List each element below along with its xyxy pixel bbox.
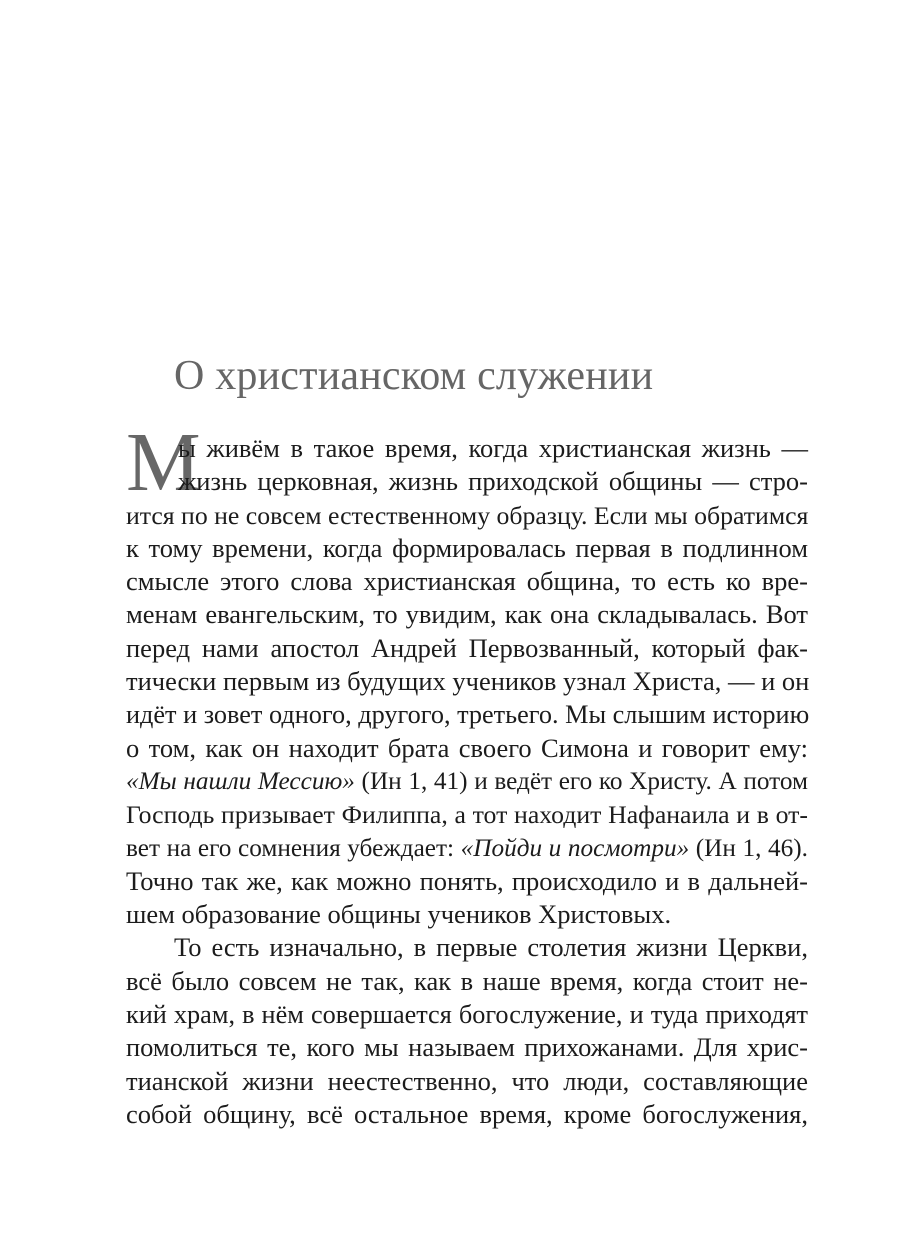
text-line: кий храм, в нём совершается богослужение, и туда приходят — [126, 1000, 808, 1030]
text-line — [126, 765, 808, 798]
text-line: о том, как он находит брата своего Симона и говорит ему: — [126, 732, 808, 763]
text-line: жизнь церковная, жизнь приходской общины — стро- — [178, 466, 808, 497]
text-line: тически первым из будущих учеников узнал Христа, — и он — [126, 666, 810, 697]
text-line — [126, 832, 808, 865]
text-span: вет на его сомнения убеждает: — [126, 833, 461, 862]
paragraph-1 — [126, 432, 808, 931]
scripture-quote: «Пойди и посмотри» — [460, 833, 690, 862]
text-line: шем образование общины учеников Христовых. — [126, 899, 672, 930]
text-line: к тому времени, когда формировалась первая в подлинном — [126, 532, 808, 563]
text-line: тианской жизни неестественно, что люди, составляющие — [126, 1065, 808, 1096]
scripture-quote: «Мы нашли Мессию» — [126, 766, 355, 795]
chapter-title: О христианском служении — [174, 353, 654, 399]
text-line: ится по не совсем естественному образцу. Если мы обратимся — [126, 500, 809, 530]
text-line: смысле этого слова христианская община, то есть ко вре- — [126, 566, 808, 597]
text-line: Господь призывает Филиппа, а тот находит Нафанаила и в от- — [126, 800, 808, 830]
drop-cap: М — [126, 416, 201, 509]
chapter-body — [126, 432, 808, 1131]
text-line: помолиться те, кого мы называем прихожанами. Для хрис- — [126, 1032, 808, 1063]
text-line: собой общину, всё остальное время, кроме богослужения, — [126, 1098, 808, 1129]
text-line: То есть изначально, в первые столетия жизни Церкви, — [174, 932, 808, 963]
text-line: Точно так же, как можно понять, происходило и в дальней- — [126, 865, 808, 896]
text-line: ы живём в такое время, когда христианская жизнь — — [178, 433, 808, 463]
text-line: всё было совсем не так, как в наше время, когда стоит не- — [126, 965, 808, 996]
text-span: (Ин 1, 41) и ведёт его ко Христу. А потом — [354, 766, 809, 795]
paragraph-2 — [126, 931, 808, 1131]
text-line: менам евангельским, то увидим, как она складывалась. Вот — [126, 599, 808, 630]
text-line: перед нами апостол Андрей Первозванный, который фак- — [126, 632, 808, 663]
text-span: (Ин 1, 46). — [689, 833, 808, 862]
text-line: идёт и зовет одного, другого, третьего. Мы слышим историю — [126, 700, 810, 730]
